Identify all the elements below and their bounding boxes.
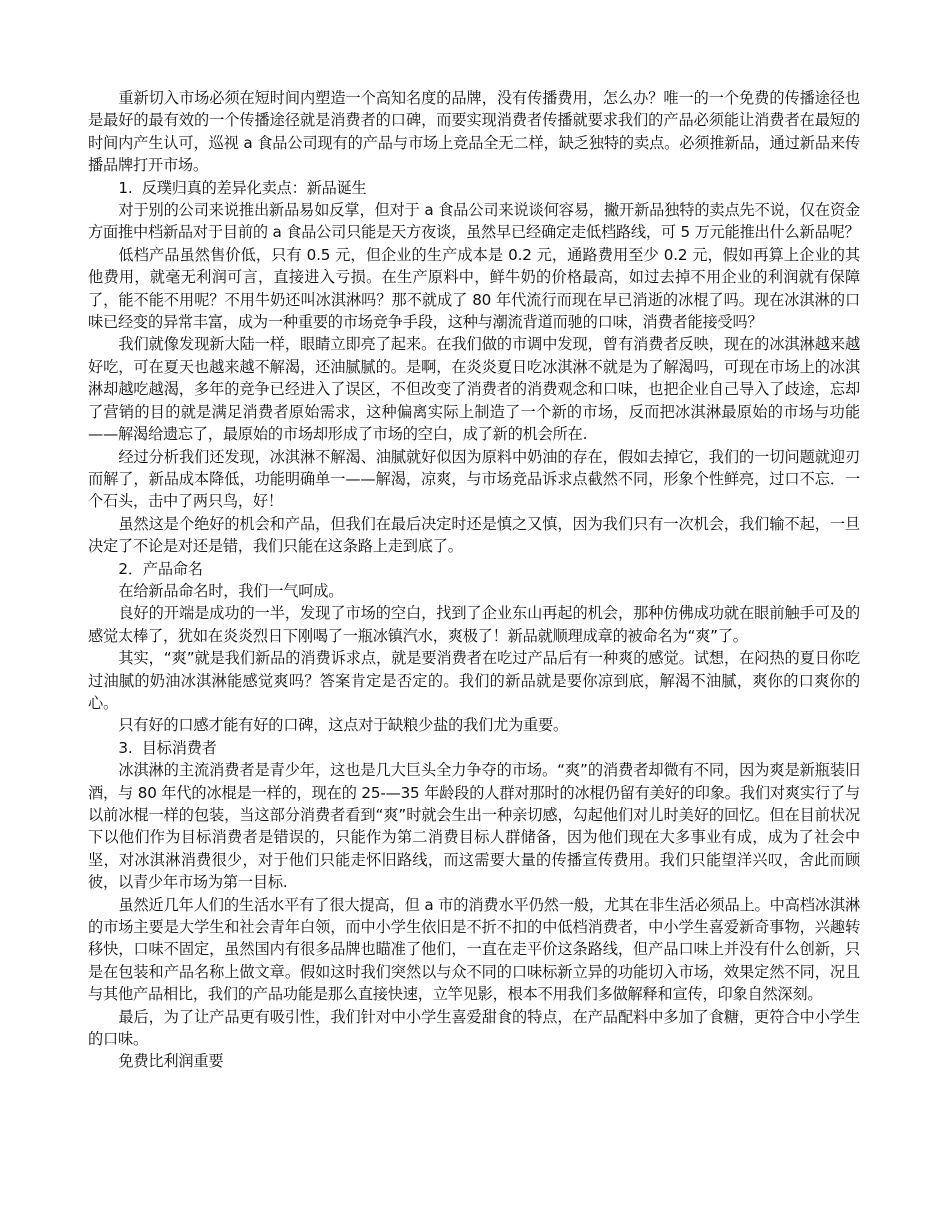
paragraph: 其实，“爽”就是我们新品的消费诉求点，就是要消费者在吃过产品后有一种爽的感觉。试想，在闷热的夏日你吃过油腻的奶油冰淇淋能感觉爽吗？答案肯定是否定的。我们的新品就是要你凉到底，解渴不油腻，爽你的口爽你的心。 [88,649,860,712]
paragraph: 在给新品命名时，我们一气呵成。 [118,581,344,600]
section-heading-4: 免费比利润重要 [118,1052,224,1071]
paragraph-intro: 重新切入市场必须在短时间内塑造一个高知名度的品牌，没有传播费用，怎么办？唯一的一个免费的传播途径也是最好的最有效的一个传播途径就是消费者的口碑，而要实现消费者传播就要求我们的产品必须能让消费者在最短的时间内产生认可，巡视 a 食品公司现有的产品与市场上竞品全无二样，缺乏独特的卖点。必须推新品，通过新品来传播品牌打开市场。 [88,89,860,175]
paragraph: 低档产品虽然售价低，只有 0.5 元，但企业的生产成本是 0.2 元，通路费用至少 0.2 元，假如再算上企业的其他费用，就毫无利润可言，直接进入亏损。在生产原料中，鲜牛奶的价格最高，如过去掉不用企业的利润就有保障了，能不能不用呢？不用牛奶还叫冰淇淋吗？那不就成了 80 年代流行而现在早已消逝的冰棍了吗。现在冰淇淋的口味已经变的异常丰富，成为一种重要的市场竞争手段，这种与潮流背道而驰的口味，消费者能接受吗？ [88,245,860,332]
paragraph: 冰淇淋的主流消费者是青少年，这也是几大巨头全力争夺的市场。“爽”的消费者却微有不同，因为爽是新瓶装旧酒，与 80 年代的冰棍是一样的，现在的 25-—35 年龄段的人群对那时的冰棍仍留有美好的印象。我们对爽实行了与以前冰棍一样的包装，当这部分消费者看到“爽”时就会生出一种亲切感，勾起他们对儿时美好的回忆。但在目前状况下以他们作为目标消费者是错误的，只能作为第二消费目标人群储备，因为他们现在大多事业有成，成为了社会中坚，对冰淇淋消费很少，对于他们只能走怀旧路线，而这需要大量的传播宣传费用。我们只能望洋兴叹，舍此而顾彼，以青少年市场为第一目标. [88,761,860,892]
document-page [88,87,860,1073]
paragraph: 最后，为了让产品更有吸引性，我们针对中小学生喜爱甜食的特点，在产品配料中多加了食糖，更符合中小学生的口味。 [88,1007,860,1049]
paragraph: 对于别的公司来说推出新品易如反掌，但对于 a 食品公司来说谈何容易，撇开新品独特的卖点先不说，仅在资金方面推中档新品对于目前的 a 食品公司只能是天方夜谈，虽然早已经确定走低档路线，可 5 万元能推出什么新品呢？ [88,201,860,242]
section-heading-1: 1. 反璞归真的差异化卖点：新品诞生 [118,178,367,197]
section-heading-3: 3. 目标消费者 [118,738,217,757]
paragraph: 我们就像发现新大陆一样，眼睛立即亮了起来。在我们做的市调中发现，曾有消费者反映，现在的冰淇淋越来越好吃，可在夏天也越来越不解渴，还油腻腻的。是啊，在炎炎夏日吃冰淇淋不就是为了解渴吗，可现在市场上的冰淇淋却越吃越渴，多年的竞争已经进入了误区，不但改变了消费者的消费观念和口味，也把企业自己导入了歧途，忘却了营销的目的就是满足消费者原始需求，这种偏离实际上制造了一个新的市场，反而把冰淇淋最原始的市场与功能——解渴给遗忘了，最原始的市场却形成了市场的空白，成了新的机会所在. [88,335,860,444]
paragraph: 经过分析我们还发现，冰淇淋不解渴、油腻就好似因为原料中奶油的存在，假如去掉它，我们的一切问题就迎刃而解了，新品成本降低，功能明确单一——解渴，凉爽，与市场竞品诉求点截然不同，形象个性鲜亮，过口不忘．一个石头，击中了两只鸟，好！ [88,447,860,511]
section-heading-2: 2．产品命名 [118,559,203,578]
paragraph: 虽然这是个绝好的机会和产品，但我们在最后决定时还是慎之又慎，因为我们只有一次机会，我们输不起，一旦决定了不论是对还是错，我们只能在这条路上走到底了。 [88,514,860,556]
paragraph: 良好的开端是成功的一半，发现了市场的空白，找到了企业东山再起的机会，那种仿佛成功就在眼前触手可及的感觉太棒了，犹如在炎炎烈日下刚喝了一瓶冰镇汽水，爽极了！新品就顺理成章的被命名为“爽”了。 [88,604,860,645]
paragraph: 虽然近几年人们的生活水平有了很大提高，但 a 市的消费水平仍然一般，尤其在非生活必须品上。中高档冰淇淋的市场主要是大学生和社会青年白领，而中小学生依旧是不折不扣的中低档消费者，中小学生喜爱新奇事物，兴趣转移快，口味不固定，虽然国内有很多品牌也瞄准了他们，一直在走平价这条路线，但产品口味上并没有什么创新，只是在包装和产品名称上做文章。假如这时我们突然以与众不同的口味标新立异的功能切入市场，效果定然不同，况且与其他产品相比，我们的产品功能是那么直接快速，立竿见影，根本不用我们多做解释和宣传，印象自然深刻。 [88,895,860,1004]
paragraph: 只有好的口感才能有好的口碑，这点对于缺粮少盐的我们尤为重要。 [118,716,569,735]
